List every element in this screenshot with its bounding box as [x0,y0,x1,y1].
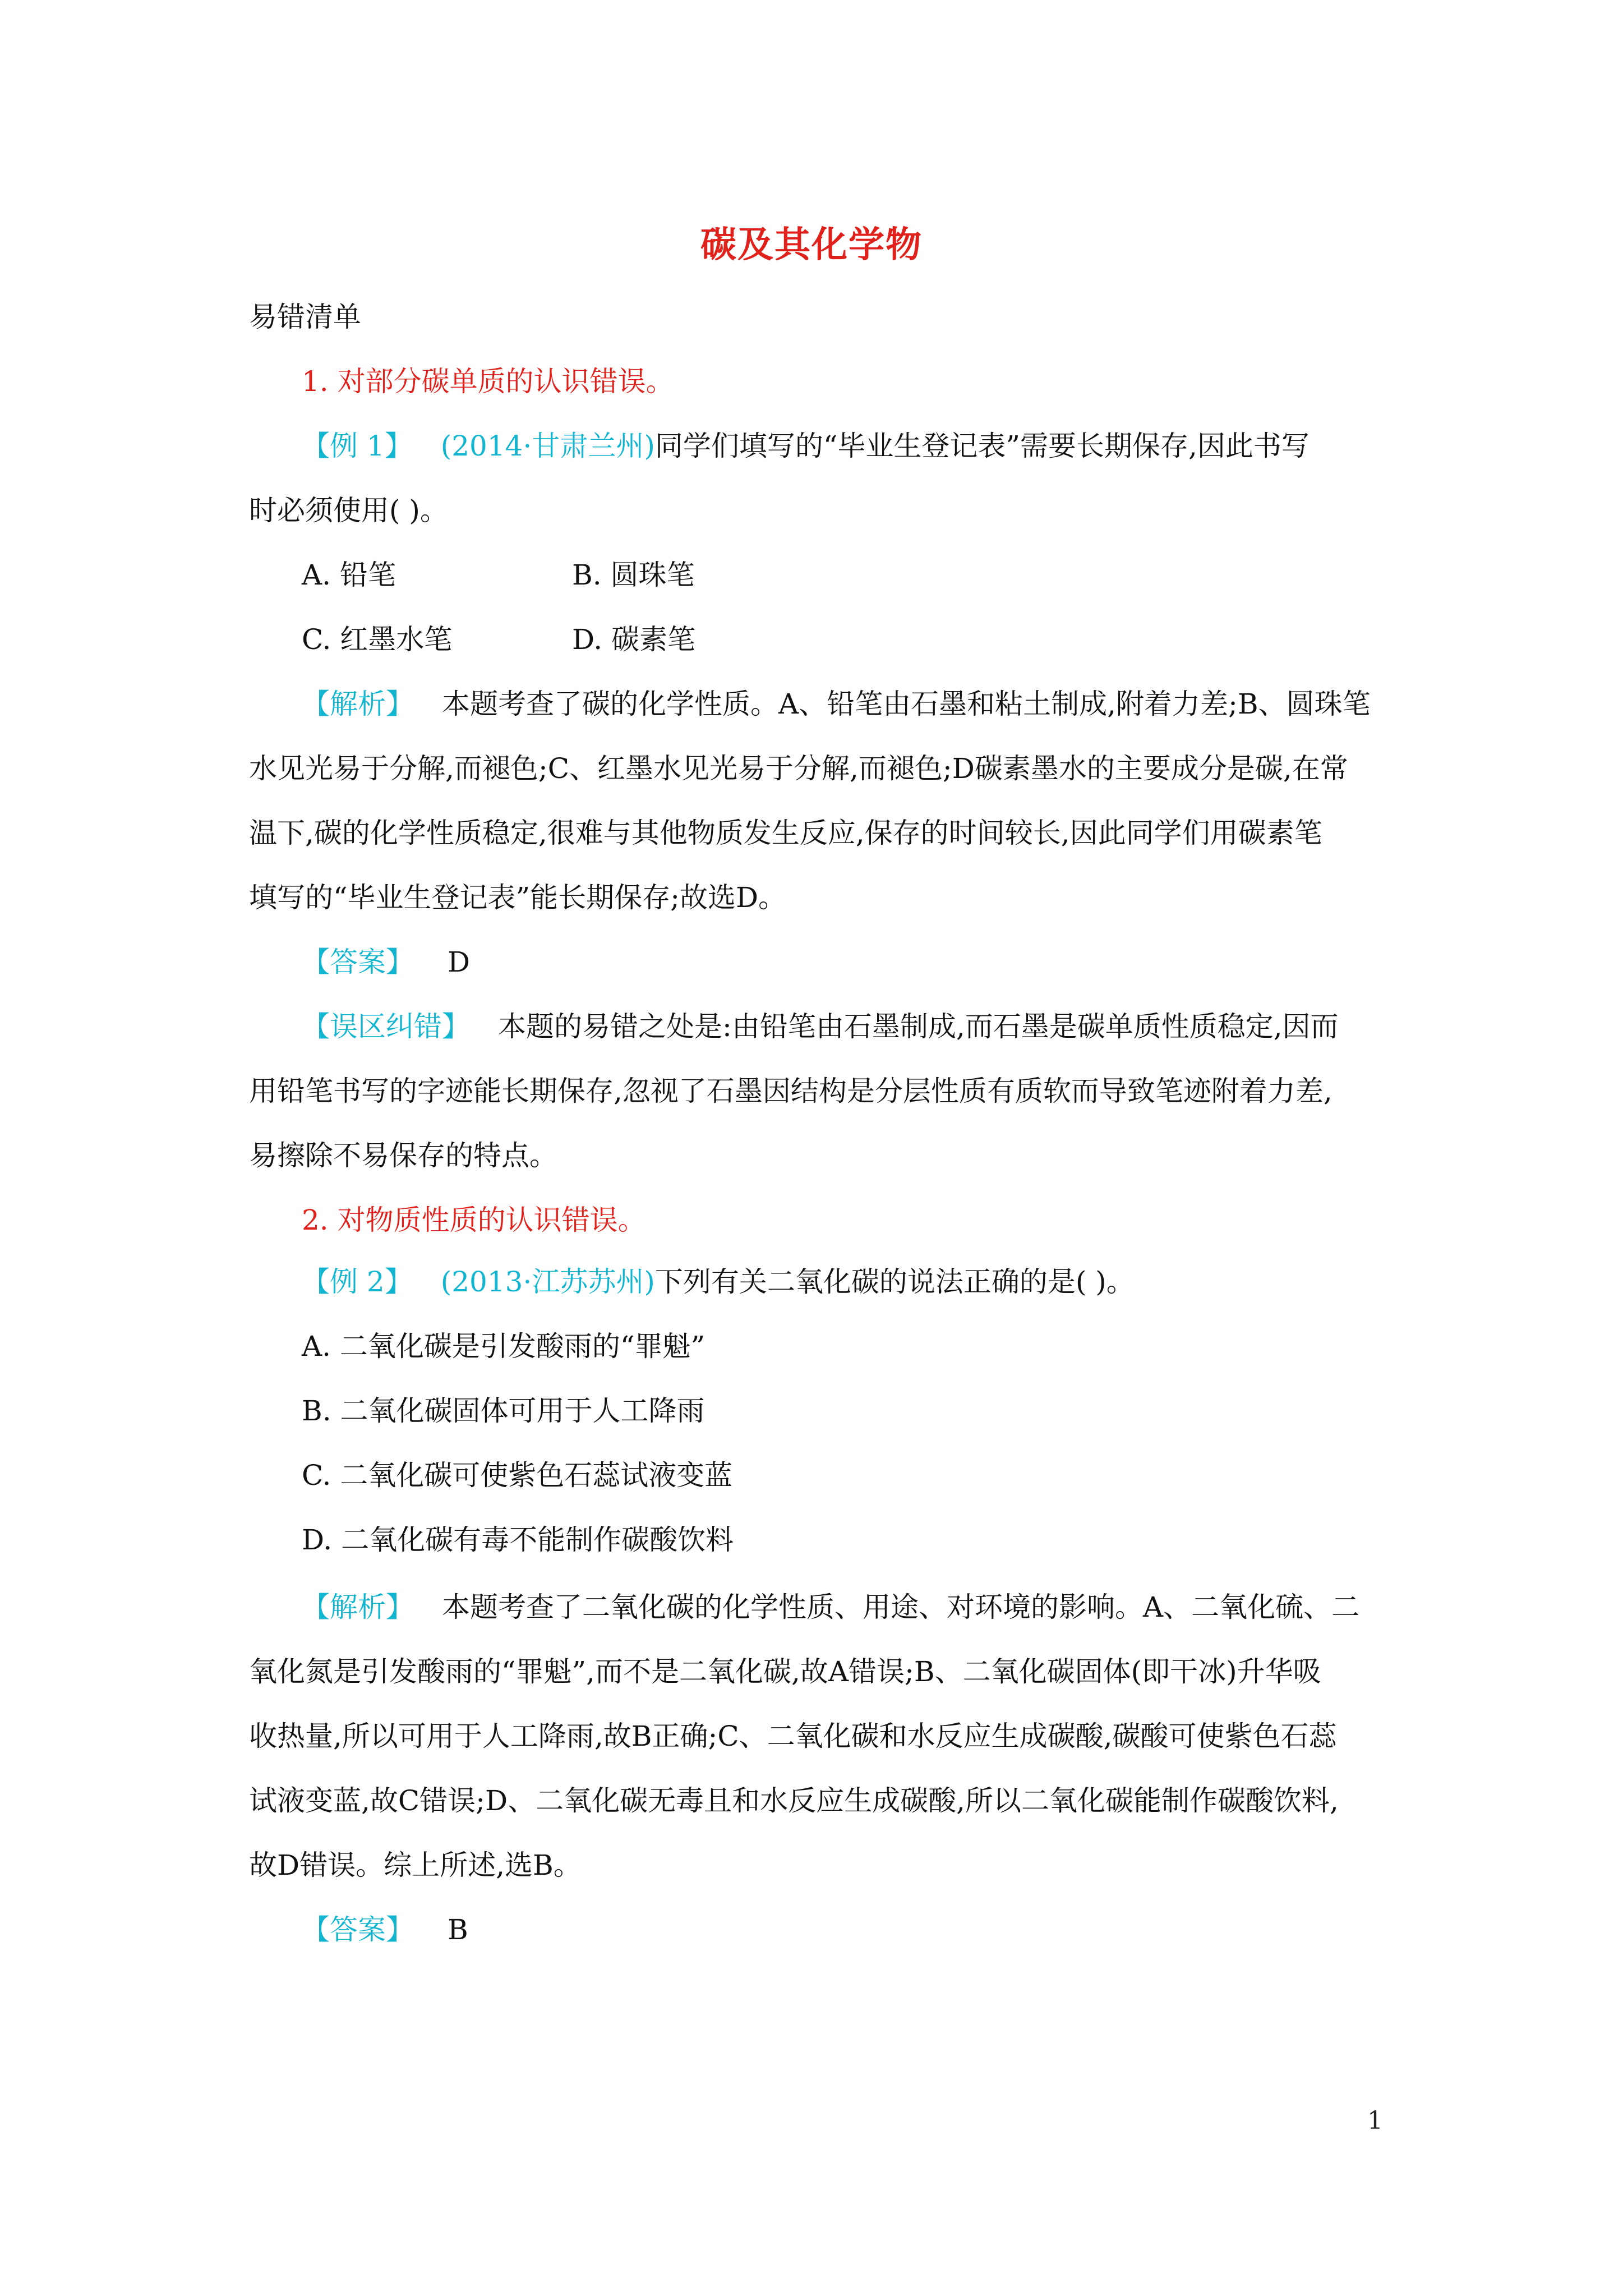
example-1-question-line-1: 同学们填写的“毕业生登记表”需要长期保存,因此书写 [654,430,1310,462]
example-2-tag: 【例 2】 [302,1266,413,1298]
example-2-option-a: A. 二氧化碳是引发酸雨的“罪魁” [302,1330,706,1363]
page-number: 1 [1367,2106,1383,2135]
answer-1-tag: 【答案】 [302,946,414,978]
item-1-heading: 1. 对部分碳单质的认识错误。 [302,365,674,398]
analysis-2-tag: 【解析】 [302,1591,414,1623]
example-2-analysis-line-5: 故D错误。综上所述,选B。 [249,1849,582,1881]
example-2-answer [302,1913,468,1947]
example-1-option-c: C. 红墨水笔 [302,623,453,656]
analysis-1-tag: 【解析】 [302,688,414,720]
mistake-1-tag: 【误区纠错】 [302,1010,470,1043]
example-1-option-b: B. 圆珠笔 [572,559,695,591]
item-1-question [302,429,1310,463]
example-2-analysis-line-1: 【解析】 本题考查了二氧化碳的化学性质、用途、对环境的影响。A、二氧化硫、二 [302,1591,1360,1623]
example-2-analysis-line-3: 收热量,所以可用于人工降雨,故B正确;C、二氧化碳和水反应生成碳酸,碳酸可使紫色石蕊 [249,1720,1337,1752]
example-2-analysis-line-2: 氧化氮是引发酸雨的“罪魁”,而不是二氧化碳,故A错误;B、二氧化碳固体(即干冰)升华吸 [249,1655,1321,1688]
example-1-analysis-line-3: 温下,碳的化学性质稳定,很难与其他物质发生反应,保存的时间较长,因此同学们用碳素笔 [249,817,1322,849]
example-1-option-d: D. 碳素笔 [572,623,696,656]
example-1-answer [302,945,470,979]
item-2-heading: 2. 对物质性质的认识错误。 [302,1204,646,1236]
example-1-question-line-2: 时必须使用( )。 [249,494,448,527]
example-2-option-c: C. 二氧化碳可使紫色石蕊试液变蓝 [302,1459,733,1492]
answer-1-value: D [448,946,471,978]
mistake-1-line-1: 【误区纠错】 本题的易错之处是:由铅笔由石墨制成,而石墨是碳单质性质稳定,因而 [302,1010,1339,1043]
example-1-option-a: A. 铅笔 [302,559,396,591]
example-2-option-b: B. 二氧化碳固体可用于人工降雨 [302,1395,705,1427]
example-1-tag: 【例 1】 [302,430,413,462]
section-label: 易错清单 [249,301,361,333]
example-1-source: (2014·甘肃兰州) [440,430,655,462]
item-2-question [302,1265,1135,1299]
example-1-analysis-line-1: 【解析】 本题考查了碳的化学性质。A、铅笔由石墨和粘土制成,附着力差;B、圆珠笔 [302,688,1371,720]
example-2-option-d: D. 二氧化碳有毒不能制作碳酸饮料 [302,1524,734,1556]
mistake-1-line-2: 用铅笔书写的字迹能长期保存,忽视了石墨因结构是分层性质有质软而导致笔迹附着力差, [249,1075,1332,1107]
document-title: 碳及其化学物 [700,224,923,266]
example-2-question-line-1: 下列有关二氧化碳的说法正确的是( )。 [654,1266,1135,1298]
answer-2-tag: 【答案】 [302,1913,414,1946]
example-2-analysis-line-4: 试液变蓝,故C错误;D、二氧化碳无毒且和水反应生成碳酸,所以二氧化碳能制作碳酸饮料, [249,1784,1339,1817]
answer-2-value: B [448,1913,468,1946]
example-1-analysis-line-2: 水见光易于分解,而褪色;C、红墨水见光易于分解,而褪色;D碳素墨水的主要成分是碳,在常 [249,752,1348,785]
example-1-analysis-line-4: 填写的“毕业生登记表”能长期保存;故选D。 [249,881,787,914]
example-2-source: (2013·江苏苏州) [440,1266,655,1298]
mistake-1-line-3: 易擦除不易保存的特点。 [249,1139,557,1172]
